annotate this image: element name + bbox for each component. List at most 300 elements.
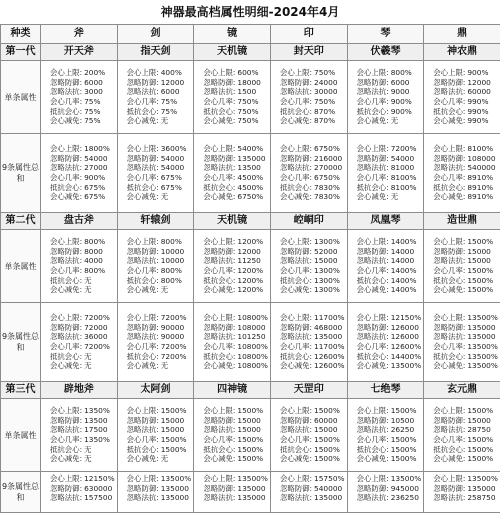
attribute-value: 8100% [391, 183, 417, 193]
attribute-key: 会心几率: [433, 342, 465, 352]
attribute-key: 会心几率: [433, 266, 465, 276]
attribute-value: 1500% [314, 406, 340, 416]
attribute-value: 1300% [314, 276, 340, 286]
attribute-value: 1500% [391, 454, 417, 464]
attribute-key: 会心上限: [50, 313, 82, 323]
attribute-line [41, 87, 117, 97]
attribute-value: 5400% [237, 144, 263, 154]
attribute-value: 无 [161, 285, 168, 295]
attribute-line [194, 313, 270, 323]
attribute-key: 抵抗会心: [50, 352, 82, 362]
attribute-key: 忽略防御: [433, 416, 465, 426]
attribute-line [118, 285, 194, 295]
attribute-value: 无 [391, 116, 398, 126]
attribute-value: 13500% [467, 361, 498, 371]
artifact-name: 天罡印 [270, 382, 347, 399]
attribute-value: 990% [467, 97, 488, 107]
attribute-line [271, 256, 347, 266]
attribute-cell [41, 134, 118, 213]
attribute-value: 18000 [237, 78, 261, 88]
attribute-key: 会心上限: [433, 237, 465, 247]
attribute-value: 7200% [161, 342, 187, 352]
attribute-key: 会心减免: [127, 454, 159, 464]
attribute-value: 675% [161, 183, 182, 193]
attribute-key: 忽略法抗: [433, 256, 465, 266]
attribute-key: 会心上限: [280, 237, 312, 247]
attribute-value: 11700% [314, 342, 345, 352]
total-attribute-row [1, 472, 500, 513]
attribute-line [348, 484, 424, 494]
attribute-value: 13500% [467, 342, 498, 352]
attribute-value: 15000 [314, 425, 338, 435]
attribute-key: 会心减免: [357, 285, 389, 295]
attribute-line [194, 237, 270, 247]
attribute-key: 忽略防御: [127, 247, 159, 257]
attribute-cell [424, 230, 500, 303]
attribute-line [348, 276, 424, 286]
attribute-key: 会心上限: [433, 313, 465, 323]
attribute-line [271, 484, 347, 494]
attribute-value: 75% [161, 107, 177, 117]
attribute-value: 108000 [467, 154, 495, 164]
attribute-value: 6750% [237, 192, 263, 202]
column-header: 斧 [41, 25, 118, 44]
attribute-value: 1500% [467, 285, 493, 295]
attribute-line [348, 332, 424, 342]
attribute-cell [347, 472, 424, 513]
attribute-cell [270, 399, 347, 472]
attribute-value: 1500% [467, 445, 493, 455]
attribute-key: 忽略法抗: [433, 163, 465, 173]
attribute-line [271, 163, 347, 173]
attribute-key: 忽略防御: [203, 416, 235, 426]
attribute-key: 会心上限: [280, 474, 312, 484]
attribute-line [194, 276, 270, 286]
attribute-line [118, 78, 194, 88]
attribute-key: 抵抗会心: [50, 445, 82, 455]
attribute-cell [194, 472, 271, 513]
attribute-line [271, 116, 347, 126]
attribute-line [424, 361, 500, 371]
attribute-key: 会心几率: [50, 97, 82, 107]
attribute-line [424, 116, 500, 126]
attribute-key: 抵抗会心: [280, 183, 312, 193]
attribute-key: 会心上限: [203, 68, 235, 78]
attribute-key: 忽略法抗: [280, 332, 312, 342]
attribute-line [424, 493, 500, 503]
attribute-line [271, 192, 347, 202]
attribute-key: 忽略法抗: [280, 163, 312, 173]
attribute-key: 会心减免: [127, 116, 159, 126]
attribute-line [271, 144, 347, 154]
column-header: 镜 [194, 25, 271, 44]
attribute-value: 7200% [391, 144, 417, 154]
attribute-line [424, 78, 500, 88]
attribute-key: 抵抗会心: [280, 107, 312, 117]
attribute-value: 15000 [314, 256, 338, 266]
attribute-cell [41, 472, 118, 513]
attribute-cell [347, 303, 424, 382]
attribute-value: 无 [84, 352, 91, 362]
attribute-key: 会心几率: [127, 266, 159, 276]
column-header: 印 [270, 25, 347, 44]
artifact-name: 轩辕剑 [117, 213, 194, 230]
attribute-value: 12000 [467, 78, 491, 88]
attribute-line [118, 183, 194, 193]
attribute-line [424, 416, 500, 426]
attribute-key: 忽略法抗: [50, 425, 82, 435]
attribute-value: 13500% [467, 474, 498, 484]
attribute-key: 抵抗会心: [203, 445, 235, 455]
row-label: 9条属性总和 [1, 303, 41, 382]
attribute-line [41, 445, 117, 455]
attribute-key: 会心几率: [203, 342, 235, 352]
attribute-value: 540000 [314, 484, 342, 494]
attribute-value: 750% [314, 97, 335, 107]
attribute-cell [41, 230, 118, 303]
attribute-value: 135000 [161, 493, 189, 503]
attribute-key: 会心上限: [433, 144, 465, 154]
attribute-value: 126000 [391, 332, 419, 342]
attribute-line [41, 256, 117, 266]
attribute-value: 6000 [84, 78, 103, 88]
attribute-line [348, 474, 424, 484]
attribute-line [41, 416, 117, 426]
attribute-key: 会心几率: [433, 173, 465, 183]
attribute-line [271, 406, 347, 416]
attribute-key: 会心减免: [280, 285, 312, 295]
attribute-key: 忽略法抗: [280, 87, 312, 97]
attribute-key: 会心减免: [203, 285, 235, 295]
attribute-value: 12150% [84, 474, 115, 484]
attribute-value: 13500% [161, 474, 192, 484]
attribute-value: 135000 [467, 323, 495, 333]
attribute-line [118, 256, 194, 266]
attribute-key: 忽略法抗: [433, 87, 465, 97]
attribute-key: 会心几率: [127, 342, 159, 352]
column-header: 琴 [347, 25, 424, 44]
attribute-cell [424, 472, 500, 513]
attribute-line [194, 454, 270, 464]
attribute-key: 忽略防御: [127, 78, 159, 88]
single-attribute-row [1, 230, 500, 303]
attribute-line [424, 406, 500, 416]
attribute-value: 900% [391, 107, 412, 117]
attribute-value: 630000 [84, 484, 112, 494]
attribute-value: 468000 [314, 323, 342, 333]
attribute-line [194, 192, 270, 202]
attribute-value: 800% [84, 237, 105, 247]
attribute-key: 会心上限: [280, 144, 312, 154]
attribute-line [41, 276, 117, 286]
attribute-key: 会心上限: [50, 406, 82, 416]
attribute-value: 60000 [314, 416, 338, 426]
attribute-line [194, 87, 270, 97]
attribute-key: 会心减免: [357, 192, 389, 202]
artifact-name: 指天剑 [117, 44, 194, 61]
attribute-value: 1500% [237, 445, 263, 455]
attribute-key: 会心几率: [127, 173, 159, 183]
attribute-value: 258750 [467, 493, 495, 503]
attribute-line [348, 192, 424, 202]
attribute-line [118, 247, 194, 257]
attribute-key: 会心上限: [127, 144, 159, 154]
attribute-cell [424, 303, 500, 382]
attribute-value: 11700% [314, 313, 345, 323]
attribute-value: 1200% [237, 266, 263, 276]
attribute-key: 忽略防御: [357, 247, 389, 257]
attribute-line [41, 68, 117, 78]
attribute-key: 忽略法抗: [203, 425, 235, 435]
attribute-line [424, 183, 500, 193]
attribute-key: 忽略法抗: [50, 163, 82, 173]
attribute-key: 忽略法抗: [50, 493, 82, 503]
attribute-line [118, 107, 194, 117]
attribute-line [424, 237, 500, 247]
attribute-line [194, 484, 270, 494]
attribute-value: 11250 [237, 256, 261, 266]
artifact-name: 天机镜 [194, 213, 271, 230]
attribute-key: 忽略防御: [280, 484, 312, 494]
attribute-line [348, 352, 424, 362]
attribute-value: 54000 [391, 154, 415, 164]
attribute-key: 抵抗会心: [127, 183, 159, 193]
attribute-value: 6750% [314, 173, 340, 183]
attribute-cell [270, 61, 347, 134]
attribute-line [41, 116, 117, 126]
attribute-line [271, 445, 347, 455]
attribute-value: 1200% [237, 285, 263, 295]
attribute-key: 忽略法抗: [203, 163, 235, 173]
attribute-value: 10800% [237, 352, 268, 362]
artifact-name: 开天斧 [41, 44, 118, 61]
attribute-key: 会心上限: [357, 406, 389, 416]
attribute-line [41, 285, 117, 295]
attribute-value: 540000 [467, 163, 495, 173]
attribute-value: 870% [314, 116, 335, 126]
attribute-key: 会心减免: [433, 454, 465, 464]
attribute-line [348, 406, 424, 416]
attribute-line [41, 406, 117, 416]
attribute-key: 会心上限: [50, 68, 82, 78]
attribute-value: 1500% [314, 435, 340, 445]
attribute-key: 忽略防御: [280, 416, 312, 426]
attribute-line [118, 68, 194, 78]
attribute-key: 会心上限: [357, 144, 389, 154]
attribute-line [118, 406, 194, 416]
attribute-value: 7200% [161, 352, 187, 362]
attribute-value: 800% [161, 266, 182, 276]
attribute-key: 抵抗会心: [433, 445, 465, 455]
attribute-line [194, 154, 270, 164]
attribute-key: 会心减免: [203, 116, 235, 126]
attribute-key: 忽略防御: [127, 484, 159, 494]
attribute-line [348, 183, 424, 193]
attribute-value: 81000 [391, 163, 415, 173]
attribute-value: 13500% [467, 352, 498, 362]
attribute-value: 1200% [237, 237, 263, 247]
attribute-key: 会心上限: [433, 68, 465, 78]
attribute-line [424, 68, 500, 78]
attribute-key: 会心几率: [203, 97, 235, 107]
attribute-key: 抵抗会心: [50, 276, 82, 286]
attribute-value: 900% [467, 68, 488, 78]
attribute-line [348, 313, 424, 323]
attribute-value: 400% [161, 68, 182, 78]
attribute-value: 无 [161, 116, 168, 126]
attribute-line [348, 493, 424, 503]
attribute-value: 135000 [467, 332, 495, 342]
attribute-value: 无 [391, 192, 398, 202]
attribute-line [118, 144, 194, 154]
attribute-line [41, 78, 117, 88]
attribute-value: 1500% [467, 276, 493, 286]
attribute-value: 135000 [237, 154, 265, 164]
attribute-value: 13500% [391, 361, 422, 371]
attribute-line [424, 163, 500, 173]
artifact-name: 七绝琴 [347, 382, 424, 399]
attribute-key: 会心上限: [127, 68, 159, 78]
attribute-key: 忽略防御: [357, 416, 389, 426]
attribute-value: 无 [161, 361, 168, 371]
attribute-value: 675% [84, 192, 105, 202]
attribute-line [348, 173, 424, 183]
attribute-key: 忽略防御: [50, 484, 82, 494]
attribute-key: 忽略法抗: [433, 425, 465, 435]
attribute-line [118, 425, 194, 435]
page-title: 神器最高档属性明细-2024年4月 [0, 0, 500, 24]
attribute-value: 1500% [314, 454, 340, 464]
attribute-value: 600% [237, 68, 258, 78]
attribute-line [348, 445, 424, 455]
attribute-key: 会心几率: [357, 342, 389, 352]
generation-label: 第三代 [1, 382, 41, 399]
attribute-value: 75% [161, 97, 177, 107]
attribute-value: 90000 [161, 323, 185, 333]
attribute-line [348, 454, 424, 464]
attribute-value: 200% [84, 68, 105, 78]
row-label: 9条属性总和 [1, 472, 41, 513]
artifact-name: 天机镜 [194, 44, 271, 61]
attribute-value: 3600% [161, 144, 187, 154]
attribute-key: 忽略法抗: [357, 163, 389, 173]
attribute-key: 忽略防御: [357, 154, 389, 164]
attribute-line [271, 78, 347, 88]
attribute-line [424, 144, 500, 154]
attribute-line [41, 183, 117, 193]
column-header: 种类 [1, 25, 41, 44]
attribute-value: 52000 [314, 247, 338, 257]
attribute-line [194, 361, 270, 371]
attribute-line [118, 154, 194, 164]
attribute-key: 抵抗会心: [357, 276, 389, 286]
attribute-value: 1800% [84, 144, 110, 154]
attribute-value: 135000 [314, 332, 342, 342]
attribute-line [194, 342, 270, 352]
attribute-value: 1400% [391, 285, 417, 295]
attribute-key: 忽略防御: [433, 247, 465, 257]
attribute-key: 忽略防御: [203, 78, 235, 88]
attribute-line [194, 163, 270, 173]
attribute-key: 会心减免: [50, 192, 82, 202]
attribute-key: 会心上限: [127, 313, 159, 323]
attribute-line [41, 352, 117, 362]
attribute-key: 会心几率: [203, 173, 235, 183]
attribute-line [271, 332, 347, 342]
attribute-value: 900% [391, 97, 412, 107]
attribute-key: 会心减免: [433, 361, 465, 371]
attribute-cell [117, 134, 194, 213]
attribute-line [271, 474, 347, 484]
attribute-value: 990% [467, 107, 488, 117]
attribute-key: 会心几率: [280, 266, 312, 276]
attribute-key: 抵抗会心: [357, 183, 389, 193]
attribute-cell [347, 399, 424, 472]
attribute-cell [347, 230, 424, 303]
single-attribute-row [1, 399, 500, 472]
attribute-value: 8910% [467, 183, 493, 193]
attribute-line [271, 266, 347, 276]
attribute-key: 会心几率: [127, 435, 159, 445]
attribute-key: 忽略防御: [50, 323, 82, 333]
attribute-value: 15000 [467, 256, 491, 266]
attribute-value: 1500% [391, 445, 417, 455]
attribute-key: 会心减免: [203, 454, 235, 464]
attribute-line [271, 107, 347, 117]
attribute-value: 54000 [84, 154, 108, 164]
attribute-line [271, 237, 347, 247]
attribute-value: 135000 [467, 484, 495, 494]
column-header: 鼎 [424, 25, 500, 44]
attribute-key: 会心上限: [203, 237, 235, 247]
attribute-line [118, 493, 194, 503]
attribute-key: 会心上限: [357, 474, 389, 484]
attribute-key: 会心几率: [50, 342, 82, 352]
attribute-line [271, 493, 347, 503]
attribute-line [424, 425, 500, 435]
attribute-line [118, 87, 194, 97]
attribute-line [424, 342, 500, 352]
attribute-value: 1500% [314, 445, 340, 455]
attribute-key: 会心上限: [127, 237, 159, 247]
attribute-line [194, 493, 270, 503]
attribute-line [271, 285, 347, 295]
attribute-key: 会心减免: [127, 285, 159, 295]
attribute-line [424, 484, 500, 494]
attribute-value: 26250 [391, 425, 415, 435]
attribute-value: 36000 [84, 332, 108, 342]
attribute-cell [424, 134, 500, 213]
attribute-line [424, 474, 500, 484]
attribute-key: 忽略防御: [280, 154, 312, 164]
attribute-line [348, 144, 424, 154]
attribute-key: 忽略法抗: [127, 163, 159, 173]
attribute-line [118, 237, 194, 247]
attribute-value: 1500% [161, 406, 187, 416]
attribute-key: 会心几率: [280, 435, 312, 445]
attribute-value: 1300% [314, 266, 340, 276]
attribute-value: 108000 [237, 323, 265, 333]
attribute-line [271, 425, 347, 435]
attribute-value: 1300% [314, 237, 340, 247]
attribute-key: 忽略防御: [433, 78, 465, 88]
attribute-value: 1350% [84, 406, 110, 416]
attribute-key: 会心减免: [203, 192, 235, 202]
attribute-value: 10800% [237, 342, 268, 352]
attribute-key: 忽略防御: [357, 78, 389, 88]
attribute-key: 忽略法抗: [357, 256, 389, 266]
generation-row [1, 382, 500, 399]
